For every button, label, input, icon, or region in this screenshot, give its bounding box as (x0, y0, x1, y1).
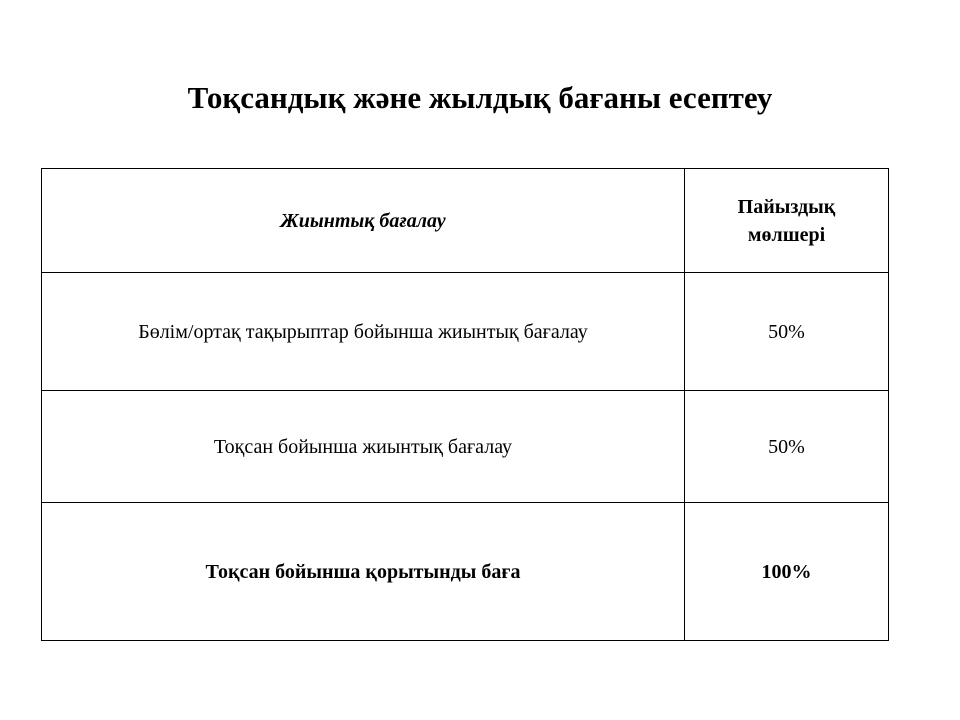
total-assessment-cell: Тоқсан бойынша қорытынды баға (42, 503, 685, 641)
row-percentage-cell: 50% (685, 273, 889, 391)
row-assessment-cell (42, 273, 685, 391)
table-total-row (42, 503, 889, 641)
table-header-row (42, 169, 889, 273)
row-assessment-cell: Тоқсан бойынша жиынтық бағалау (42, 391, 685, 503)
header-percentage: Пайыздық мөлшері (685, 169, 889, 273)
row-percentage-cell: 50% (685, 391, 889, 503)
table-row (42, 273, 889, 391)
grade-calculation-table (41, 168, 889, 641)
slide-title: Тоқсандық және жылдық бағаны есептеу (187, 80, 773, 115)
total-percentage-cell: 100% (685, 503, 889, 641)
header-assessment: Жиынтық бағалау (42, 169, 685, 273)
row-assessment-text: Бөлім/ортақ тақырыптар бойынша жиынтық бағалау (138, 320, 588, 343)
table-row (42, 391, 889, 503)
